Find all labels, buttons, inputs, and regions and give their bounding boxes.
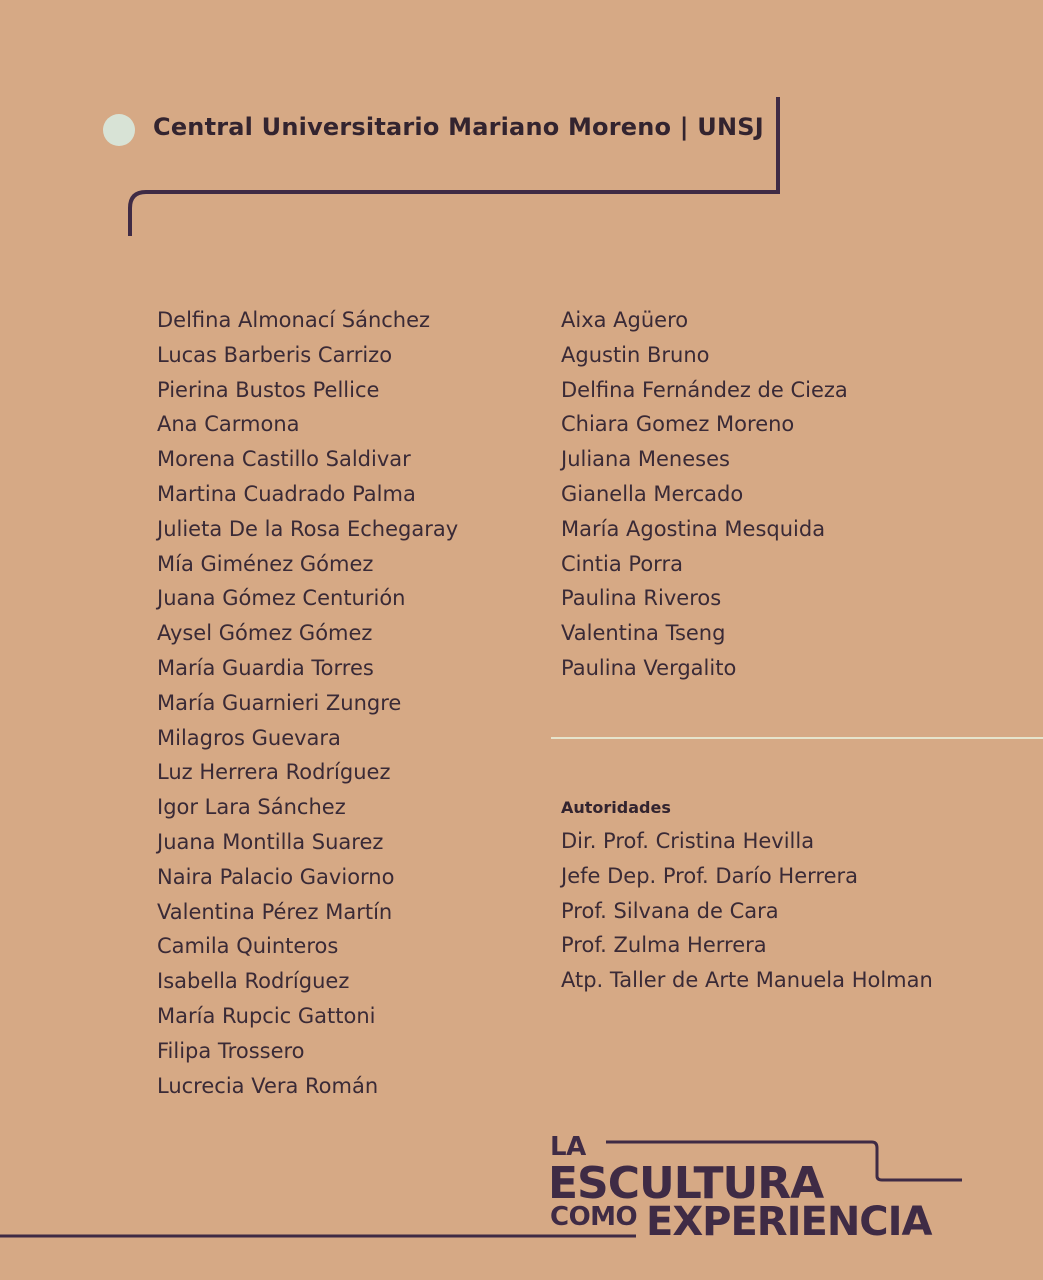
list-item: Morena Castillo Saldivar [157,447,411,472]
list-item: Aysel Gómez Gómez [157,621,373,646]
list-item: Delfina Almonací Sánchez [157,308,431,332]
list-item: Naira Palacio Gaviorno [157,864,395,889]
list-item: Mía Giménez Gómez [157,551,374,576]
list-item: Lucas Barberis Carrizo [157,342,393,367]
logo-word-escultura: ESCULTURA [548,1158,824,1209]
list-item: Valentina Pérez Martín [157,899,393,924]
list-item: Martina Cuadrado Palma [157,481,416,506]
list-item: Juliana Meneses [561,447,730,472]
list-item: Aixa Agüero [561,308,689,332]
logo-word-como: COMO [550,1202,638,1232]
list-item: Paulina Vergalito [561,655,737,680]
list-item: Chiara Gomez Moreno [561,412,795,437]
list-item: Ana Carmona [157,412,300,437]
list-item: Valentina Tseng [561,621,726,646]
list-item: Juana Montilla Suarez [157,829,384,854]
logo-word-experiencia: EXPERIENCIA [646,1199,932,1245]
list-item: Luz Herrera Rodríguez [157,760,391,785]
list-item: Cintia Porra [561,551,683,576]
list-item: Paulina Riveros [561,586,722,611]
header-bracket-line [130,97,778,236]
list-item: Igor Lara Sánchez [157,795,346,820]
list-item: María Guardia Torres [157,655,374,680]
list-item: Dir. Prof. Cristina Hevilla [561,829,815,853]
list-item: Pierina Bustos Pellice [157,377,380,402]
list-item: Jefe Dep. Prof. Darío Herrera [561,863,859,888]
list-item: Milagros Guevara [157,725,341,750]
list-item: Agustin Bruno [561,342,710,367]
page-title: Central Universitario Mariano Moreno | UNSJ [153,113,764,141]
list-item: Camila Quinteros [157,934,339,959]
authorities-heading: Autoridades [561,798,671,817]
list-item: Isabella Rodríguez [157,969,350,994]
authorities-list [561,824,933,998]
list-item: Filipa Trossero [157,1038,305,1063]
section-divider [551,737,1043,739]
list-item: Lucrecia Vera Román [157,1073,379,1098]
list-item: María Rupcic Gattoni [157,1003,376,1028]
list-item: Juana Gómez Centurión [157,586,406,611]
list-item: Delfina Fernández de Cieza [561,377,848,402]
students-list-left [157,303,458,1103]
list-item: María Agostina Mesquida [561,516,826,541]
list-item: María Guarnieri Zungre [157,690,402,715]
list-item: Julieta De la Rosa Echegaray [157,516,459,541]
list-item: Prof. Zulma Herrera [561,933,767,958]
list-item: Atp. Taller de Arte Manuela Holman [561,968,933,993]
list-item: Gianella Mercado [561,481,744,506]
logo-word-la: LA [550,1132,586,1162]
list-item: Prof. Silvana de Cara [561,898,779,923]
students-list-right [561,303,848,686]
